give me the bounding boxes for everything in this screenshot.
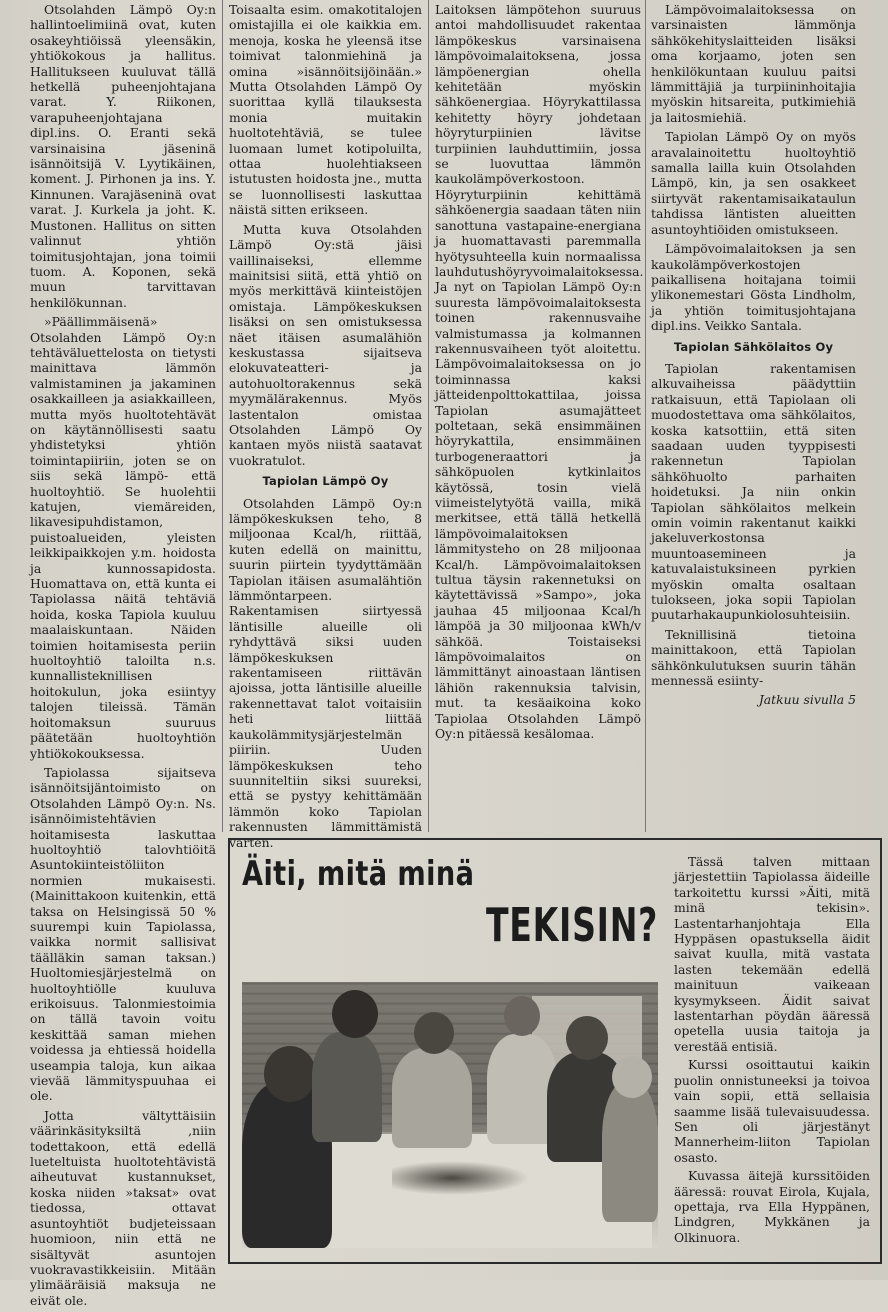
paragraph: Teknillisinä tietoina mainittakoon, että Tapiolan sähkönkulutuksen suurin tähän mennessä esiinty-	[651, 626, 856, 689]
paragraph: Lämpövoimalaitoksen ja sen kaukolämpöverkostojen paikallisena hoitajana toimii ylikonemestari Gösta Lindholm, ja yhtiön toimitusjohtajana dipl.ins. Veikko Santala.	[651, 241, 856, 334]
article-column-1	[30, 2, 216, 1312]
column-rule	[222, 0, 223, 832]
photo-figure	[312, 1032, 382, 1142]
paragraph: Tässä talven mittaan järjestettiin Tapiolassa äideille tarkoitettu kurssi »Äiti, mitä minä tekisin». Lastentarhanjohtaja Ella Hyppäsen opastuksella äidit saivat kuulla, mitä vastata lasten tekemään edellä mainituun vaikeaan kysymykseen. Äidit saivat lastentarhan pöydän ääressä opetella uusia taitoja ja verestää entisiä.	[674, 854, 870, 1054]
paragraph: Tapiolan Lämpö Oy on myös aravalainoitettu huoltoyhtiö samalla lailla kuin Otsolahden Lämpö, kin, ja sen osakkeet siirtyvät rakentamisaikataulun tahdissa läntisten alueitten asuntoyhtiöiden omistukseen.	[651, 129, 856, 237]
paragraph: Kurssi osoittautui kaikin puolin onnistuneeksi ja toivoa vain sopii, että sellaisia saamme lisää tulevaisuudessa. Sen oli järjestänyt Mannerheim-liiton Tapiolan osasto.	[674, 1057, 870, 1165]
article-column-3	[435, 2, 644, 746]
photo-figure-head	[612, 1056, 652, 1098]
article-column-2	[229, 2, 422, 854]
box-headline-line1: Äiti, mitä minä	[242, 854, 475, 894]
photo-figure	[602, 1082, 658, 1222]
paragraph: Tapiolassa sijaitseva isännöitsijäntoimisto on Otsolahden Lämpö Oy:n. Ns. isännöimistehtävien hoitamisesta laskuttaa huoltoyhtiö talovhtiöitä Asuntokiinteistöliiton normien mukaisesti. (Mainittakoon kuitenkin, että taksa on Helsingissä 50 % suurempi kuin Tapiolassa, vaikka normit sallisivat täälläkin saman taksan.) Huoltomiesjärjestelmä on huoltoyhtiölle kuuluva erikoisuus. Talonmiestoimia on tällä tavoin voitu keskittää saman miehen voidessa ja ehtiessä hoidella useampia taloja, kun aikaa vievää lämmityspuuhaa ei ole.	[30, 764, 216, 1104]
feature-box	[228, 838, 882, 1264]
section-heading-tapiolan-sahkolaitos: Tapiolan Sähkölaitos Oy	[673, 339, 834, 354]
photo-figure-head	[504, 996, 540, 1036]
article-column-4	[651, 2, 856, 712]
paragraph: Jotta vältyttäisiin väärinkäsityksiltä ,niin todettakoon, että edellä lueteltuista huoltotehtävistä aiheutuvat kustannukset, koska niiden »taksat» ovat tiedossa, ottavat asuntoyhtiöt budjeteissaan huomioon, niin että ne sisältyvät asuntojen vuokravastikkeisiin. Mitään ylimääräisiä maksuja ne eivät ole.	[30, 1107, 216, 1308]
paragraph: Tapiolan rakentamisen alkuvaiheissa päädyttiin ratkaisuun, että Tapiolaan oli muodostettava oma sähkölaitos, koska katsottiin, että siten saadaan uuden tyyppisesti rakennetun Tapiolan sähköhuolto parhaiten hoidetuksi. Ja niin onkin Tapiolan sähkölaitos melkein omin voimin rakentanut kaikki jakeluverkostonsa muuntoasemineen ja katuvalaistuksineen pyrkien myöskin omalta osaltaan tulokseen, joka sopii Tapiolan puutarhakaupunkiolosuhteisiin.	[651, 360, 856, 623]
paragraph: Lämpövoimalaitoksessa on varsinaisten lämmönja sähkökehityslaitteiden lisäksi oma korjaamo, joten sen henkilökuntaan kuuluu paitsi lämmittäjiä ja turpiininhoitajia myöskin hitsareita, putkimiehiä ja laitosmiehiä.	[651, 2, 856, 125]
paragraph: Otsolahden Lämpö Oy:n lämpökeskuksen teho, 8 miljoonaa Kcal/h, riittää, kuten edellä on mainittu, suurin piirtein tyydyttämään Tapiolan itäisen asumalähtiön lämmöntarpeen. Rakentamisen siirtyessä läntisille alueille oli ryhdyttävä siksi uuden lämpökeskuksen rakentamiseen riittävän ajoissa, jotta läntisille alueille rakennettavat talot voitaisiin heti liittää kaukolämmitysjärjestelmän piiriin. Uuden lämpökeskuksen teho suunniteltiin siksi suureksi, että se pystyy kehittämään lämmön koko Tapiolan rakennusten lämmittämistä varten.	[229, 495, 422, 850]
column-rule	[645, 0, 646, 832]
photo-figure-head	[332, 990, 378, 1038]
paragraph: Otsolahden Lämpö Oy:n hallintoelimiinä ovat, kuten osakeyhtiöissä yleensäkin, yhtiökokous ja hallitus. Hallitukseen kuuluvat tällä hetkellä puheenjohtajana varat. Y. Riikonen, varapuheenjohtajana dipl.ins. O. Eranti sekä varsinaisina jäseninä isännöitsijä V. Lyytikäinen, koment. J. Pirhonen ja ins. Y. Kinnunen. Varajäseninä ovat varat. J. Kurkela ja joht. K. Mustonen. Hallitus on sitten valinnut yhtiön toimitusjohtajan, jona toimii tuom. A. Koponen, sekä muun tarvittavan henkilökunnan.	[30, 2, 216, 310]
photo-figure-head	[566, 1016, 608, 1060]
paragraph: »Päällimmäisenä» Otsolahden Lämpö Oy:n tehtäväluettelosta on tietysti mainittava lämmön valmistaminen ja jakaminen osakkailleen ja asiakkailleen, mutta myös huoltotehtävät on käytännöllisesti saatu yhdistetyksi yhtiön toimintapiiriin, joten se on siis sekä lämpö- että huoltoyhtiö. Se huolehtii katujen, viemäreiden, likavesipuhdistamon, puistoalueiden, yleisten leikkipaikkojen y.m. hoidosta ja kunnossapidosta. Huomattava on, että kunta ei Tapiolassa näitä tehtäviä hoida, koska Tapiola kuuluu maalaiskuntaan. Näiden toimien hoitamisesta periin huoltoyhtiö taloilta n.s. kunnallisteknillisen hoitokulun, joka esiintyy talojen tileissä. Tämän hoitomaksun suuruus päätetään huoltoyhtiön yhtiökokouksessa.	[30, 314, 216, 761]
photo-craft-items	[392, 1158, 542, 1198]
photo-figure-head	[264, 1046, 316, 1102]
photo-figure-head	[414, 1012, 454, 1054]
photo-mothers-at-table	[242, 982, 658, 1248]
box-headline-line2: TEKISIN?	[486, 898, 659, 952]
paragraph: Laitoksen lämpötehon suuruus antoi mahdollisuudet rakentaa lämpökeskus varsinaisena lämpövoimalaitoksena, jossa lämpöenergian ohella kehitetään myöskin sähköenergiaa. Höyrykattilassa kehitetty höyry johdetaan höyryturpiinien lävitse turpiinien lauhduttimiin, jossa se luovuttaa lämmön kaukolämpöverkostoon. Höyryturpiinin kehittämä sähköenergia saadaan täten niin sanottuna vastapaine-energiana ja huomattavasti paremmalla hyötysuhteella kuin normaalissa lauhdutushöyryvoimalaitoksessa. Ja nyt on Tapiolan Lämpö Oy:n suuresta lämpövoimalaitoksesta toinen rakennusvaihe valmistumassa ja kolmannen rakennusvaiheen työt aloitettu. Lämpövoimalaitoksessa on jo toiminnassa kaksi jätteidenpolttokattilaa, joissa Tapiolan asumajätteet poltetaan, sekä ensimmäinen höyrykattila, ensimmäinen turbogeneraattori ja sähköpuolen kytkinlaitos käytössä, tosin vielä viimeistelytyötä vailla, mikä merkitsee, että tällä hetkellä lämpövoimalaitoksen lämmitysteho on 28 miljoonaa Kcal/h. Lämpövoimalaitoksen tultua täysin rakennetuksi on käytettävissä »Sampo», joka jauhaa 45 miljoonaa Kcal/h lämpöä ja 30 miljoonaa kWh/v sähköä. Toistaiseksi lämpövoimalaitos on lämmittänyt ainoastaan läntisen lähiön rakennuksia talvisin, mut. ta kesäaikoina koko Tapiolaa Otsolahden Lämpö Oy:n pitäessä kesälomaa.	[435, 2, 644, 742]
column-rule	[428, 0, 429, 832]
box-article	[674, 854, 870, 1248]
paragraph: Toisaalta esim. omakotitalojen omistajilla ei ole kaikkia em. menoja, koska he yleensä itse toimivat talonmiehinä ja omina »isännöitsijöinään.» Mutta Otsolahden Lämpö Oy suorittaa kyllä tilauksesta monia muitakin huoltotehtäviä, se tulee luomaan lumet kotipoluilta, ottaa huolehtiakseen istutusten hoidosta jne., mutta se luonnollisesti laskuttaa näistä sitten erikseen.	[229, 2, 422, 218]
section-heading-tapiolan-lampo: Tapiolan Lämpö Oy	[262, 474, 389, 489]
continuation-note: Jatkuu sivulla 5	[758, 692, 856, 708]
paragraph: Mutta kuva Otsolahden Lämpö Oy:stä jäisi vaillinaiseksi, ellemme mainitsisi siitä, että yhtiö on myös merkittävä kiinteistöjen omistaja. Lämpökeskuksen lisäksi on sen omistuksessa näet itäisen asumalähiön keskustassa sijaitseva elokuvateatteri- ja autohuoltorakennus sekä myymälärakennus. Myös lastentalon omistaa Otsolahden Lämpö Oy kantaen myös niistä saatavat vuokratulot.	[229, 221, 422, 468]
photo-caption: Kuvassa äitejä kurssitöiden ääressä: rouvat Eirola, Kujala, opettaja, rva Ella Hyppänen, Lindgren, Mykkänen ja Olkinuora.	[674, 1168, 870, 1245]
photo-figure	[392, 1048, 472, 1148]
